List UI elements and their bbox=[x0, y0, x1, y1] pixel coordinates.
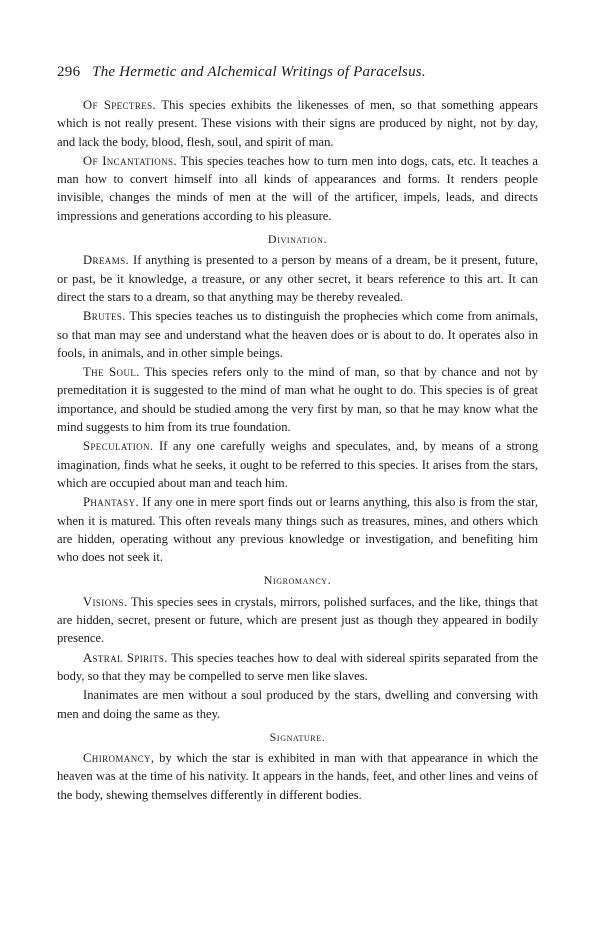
page-number: 296 bbox=[57, 64, 81, 80]
paragraph bbox=[57, 96, 538, 151]
section-heading: Nigromancy. bbox=[263, 573, 332, 588]
paragraph-text: Inanimates are men without a soul produced by the stars, dwelling and conversing with men and doing the same as they. bbox=[57, 688, 538, 721]
paragraph bbox=[57, 493, 538, 566]
paragraph bbox=[57, 749, 538, 804]
paragraph-term: The Soul. bbox=[83, 365, 140, 380]
paragraph bbox=[57, 152, 538, 225]
paragraph-term: Chiromancy, bbox=[83, 751, 155, 766]
paragraph-text: This species teaches us to distinguish the prophecies which come from animals, so that man may see and understand what the heaven does or is about to do. It operates also in fools, in animals, and in other simple beings. bbox=[57, 309, 538, 360]
paragraph bbox=[57, 307, 538, 362]
paragraph bbox=[57, 363, 538, 436]
paragraph-term: Of Spectres. bbox=[83, 98, 157, 112]
paragraph-term: Visions. bbox=[83, 594, 128, 609]
paragraph-term: Astral Spirits. bbox=[83, 650, 168, 665]
running-title: The Hermetic and Alchemical Writings of Paracelsus. bbox=[92, 64, 426, 80]
paragraph-text: by which the star is exhibited in man with that appearance in which the heaven was at the time of his nativity. It appears in the hands, feet, and other lines and veins of the body, shewing themselves differently in different bodies. bbox=[57, 751, 538, 802]
paragraph bbox=[57, 649, 538, 686]
running-header bbox=[57, 64, 537, 81]
paragraph-text: This species sees in crystals, mirrors, polished surfaces, and the like, things that are hidden, secret, present or future, which are present just as though they appeared in bodily presence. bbox=[57, 594, 538, 646]
paragraph bbox=[57, 686, 538, 723]
section-heading: Signature. bbox=[269, 729, 326, 744]
paragraph-term: Of Incantations. bbox=[83, 153, 178, 168]
paragraph-term: Phantasy. bbox=[83, 495, 140, 510]
paragraph bbox=[57, 251, 538, 306]
paragraph-term: Speculation. bbox=[83, 439, 154, 454]
paragraph-term: Dreams. bbox=[83, 253, 130, 268]
paragraph bbox=[57, 437, 538, 492]
section-heading: Divination. bbox=[267, 232, 328, 247]
paragraph-text: This species teaches how to deal with sidereal spirits separated from the body, so that they may be compelled to serve men like slaves. bbox=[57, 650, 539, 683]
page-body bbox=[57, 96, 538, 804]
paragraph-text: This species teaches how to turn men into dogs, cats, etc. It teaches a man how to convert himself into all kinds of appearances and forms. It renders people invisible, changes the minds of men at the will of the artificer, impels, leads, and directs impressions and generations according to his pleasure. bbox=[57, 153, 538, 223]
paragraph-term: Brutes. bbox=[83, 309, 126, 324]
paragraph-text: This species exhibits the likenesses of men, so that something appears which is not really present. These visions with their signs are produced by night, not by day, and lack the body, blood, flesh, soul, and spirit of man. bbox=[57, 98, 538, 149]
paragraph-text: If any one in mere sport finds out or learns anything, this also is from the star, when it is matured. This often reveals many things such as treasures, mines, and others which are hidden, operating without any previous knowledge or investigation, and benefiting him who does not seek it. bbox=[57, 495, 538, 565]
paragraph bbox=[57, 593, 538, 648]
paragraph-text: If anything is presented to a person by means of a dream, be it present, future, or past, be it knowledge, a treasure, or any other secret, it bears reference to this art. It can direct the stars to a dream, so that anything may be thereby revealed. bbox=[57, 253, 538, 304]
paragraph-text: If any one carefully weighs and speculates, and, by means of a strong imagination, finds what he seeks, it ought to be referred to this species. It arises from the stars, which are occupied about man and teach him. bbox=[57, 439, 538, 490]
paragraph-text: This species refers only to the mind of man, so that by chance and not by premeditation it is suggested to the mind of man what he ought to do. This species is of great importance, and should be studied among the very first by man, so that he may know what the mind suggests to him from its true foundation. bbox=[57, 365, 538, 435]
